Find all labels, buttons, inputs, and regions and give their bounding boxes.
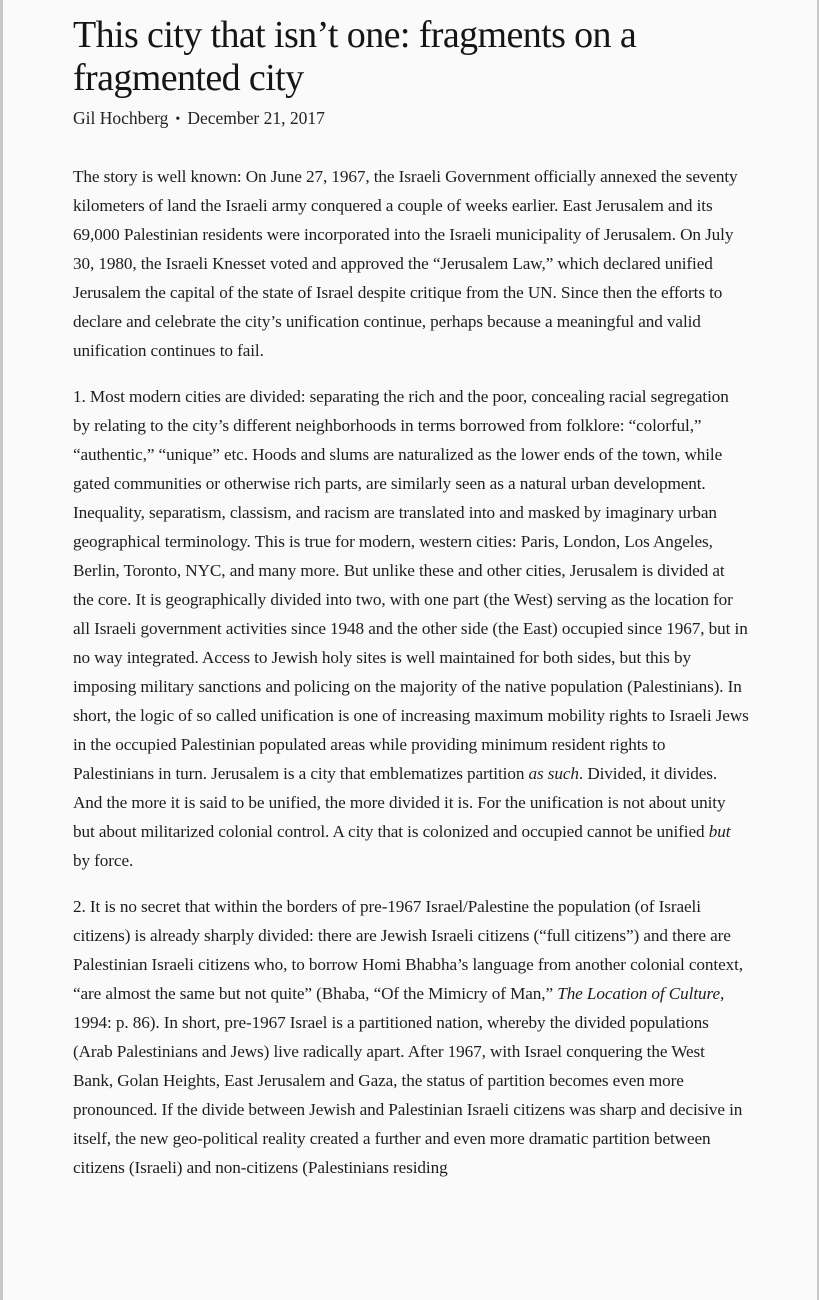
article-body (73, 162, 749, 1182)
paragraph-text: 1994: p. 86). In short, pre-1967 Israel is a partitioned nation, whereby the divided populations (Arab Palestinians and Jews) live radically apart. After 1967, with Israel conquering the West Bank, Golan Heights, East Jerusalem and Gaza, the status of partition becomes even more pronounced. If the divide between Jewish and Palestinian Israeli citizens was sharp and decisive in itself, the new geo-political reality created a further and even more dramatic partition between citizens (Israeli) and non-citizens (Palestinians residing (73, 1013, 743, 1177)
publish-date: December 21, 2017 (187, 108, 325, 128)
paragraph-2 (73, 892, 749, 1182)
paragraph-1 (73, 382, 749, 875)
paragraph-text: 1. Most modern cities are divided: separating the rich and the poor, concealing racial segregation by relating to the city’s different neighborhoods in terms borrowed from folklore: “colorful,” “authentic,” “unique” etc. Hoods and slums are naturalized as the lower ends of the town, while gated communities or otherwise rich parts, are similarly seen as a natural urban development. Inequality, separatism, classism, and racism are translated into and masked by imaginary urban geographical terminology. This is true for modern, western cities: Paris, London, Los Angeles, Berlin, Toronto, NYC, and many more. But unlike these and other cities, Jerusalem is divided at the core. It is geographically divided into two, with one part (the West) serving as the location for all Israeli government activities since 1948 and the other side (the East) occupied since 1967, but in no way integrated. Access to Jewish holy sites is well maintained for both sides, but this by imposing military sanctions and policing on the majority of the native population (Palestinians). In short, the logic of so called unification is one of increasing maximum mobility rights to Israeli Jews in the occupied Palestinian populated areas while providing minimum resident rights to Palestinians in turn. Jerusalem is a city that emblematizes partition (73, 387, 749, 783)
paragraph-text: 2. It is no secret that within the borders of pre-1967 Israel/Palestine the population (of Israeli citizens) is already sharply divided: there are Jewish Israeli citizens (“full citizens”) and there are Palestinian Israeli citizens who, to borrow Homi Bhabha’s language from another colonial context, “are almost the same but not quite” (Bhaba, “Of the Mimicry of Man,” (73, 897, 743, 1003)
emphasis-text: but (708, 822, 731, 841)
article (73, 14, 749, 1199)
byline-separator: • (175, 112, 181, 127)
emphasis-text: as such (528, 764, 579, 783)
paragraph-text: The story is well known: On June 27, 1967, the Israeli Government officially annexed the seventy kilometers of land the Israeli army conquered a couple of weeks earlier. East Jerusalem and its 69,000 Palestinian residents were incorporated into the Israeli municipality of Jerusalem. On July 30, 1980, the Israeli Knesset voted and approved the “Jerusalem Law,” which declared unified Jerusalem the capital of the state of Israel despite critique from the UN. Since then the efforts to declare and celebrate the city’s unification continue, perhaps because a meaningful and valid unification continues to fail. (73, 167, 738, 360)
author-name[interactable]: Gil Hochberg (73, 108, 169, 128)
paragraph-text: by force. (73, 851, 134, 870)
intro-paragraph (73, 162, 749, 365)
paragraph-text: . Divided, it divides. And the more it is said to be unified, the more divided it is. For the unification is not about unity but about militarized colonial control. A city that is colonized and occupied cannot be unified (73, 764, 726, 841)
byline (73, 106, 749, 133)
book-title: The Location of Culture, (557, 984, 725, 1003)
window-left-border (0, 0, 3, 1300)
article-title: This city that isn’t one: fragments on a fragmented city (73, 14, 637, 99)
